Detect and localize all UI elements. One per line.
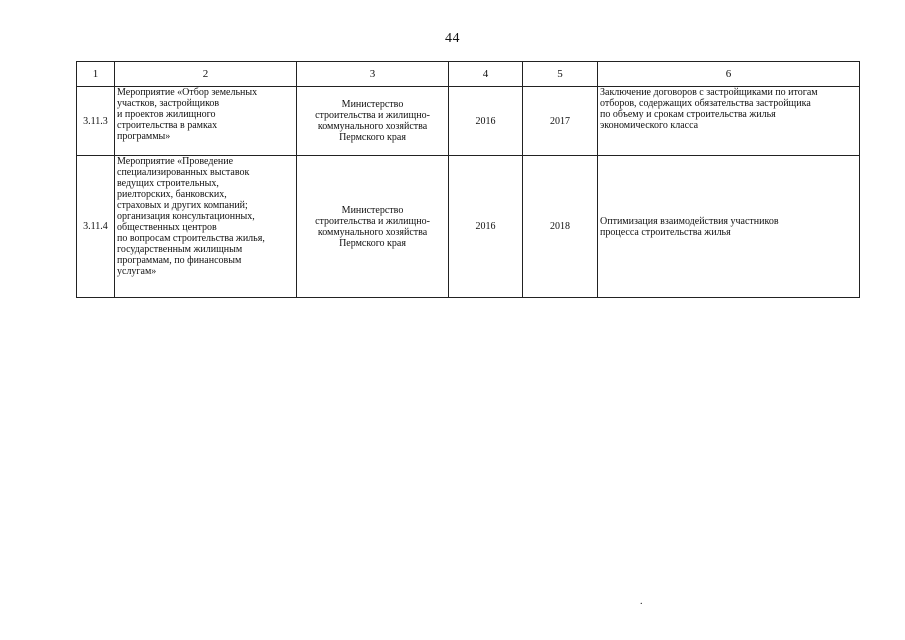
executor [297,156,449,298]
header-col-6: 6 [598,62,860,87]
header-col-3: 3 [297,62,449,87]
start-year: 2016 [449,87,523,156]
program-table [76,61,860,298]
executor-line: Министерство [341,99,404,110]
executor-line: строительства и жилищно- [315,110,430,121]
end-year: 2018 [523,156,598,298]
footer-mark: . [640,596,643,607]
expected-result [598,156,860,298]
event-line: услугам» [117,266,157,277]
event-description [115,156,297,298]
row-id: 3.11.3 [77,87,115,156]
result-line: процесса строительства жилья [600,226,731,238]
table-row [77,87,860,156]
event-line: ведущих строительных, [117,178,219,189]
event-line: участков, застройщиков [117,98,220,109]
start-year: 2016 [449,156,523,298]
row-id: 3.11.4 [77,156,115,298]
event-line: риелторских, банковских, [117,189,227,200]
expected-result [598,87,860,156]
event-line: государственным жилищным [117,244,243,255]
header-col-1: 1 [77,62,115,87]
event-line: строительства в рамках [117,120,218,131]
executor-line: коммунального хозяйства [317,226,428,238]
executor-line: Пермского края [339,132,406,143]
executor-line: Министерство [341,204,404,216]
event-line: и проектов жилищного [117,109,216,120]
page-number: 44 [445,31,460,46]
result-line: экономического класса [600,120,699,131]
event-line: программы» [117,131,171,142]
header-col-5: 5 [523,62,598,87]
event-line: программам, по финансовым [117,255,242,266]
executor [297,87,449,156]
result-line: по объему и срокам строительства жилья [600,109,776,120]
result-line: отборов, содержащих обязательства застройщика [600,98,811,109]
event-line: общественных центров [117,222,217,233]
event-line: по вопросам строительства жилья, [117,233,265,244]
event-line: организация консультационных, [117,211,255,222]
event-line: Мероприятие «Проведение [117,156,234,167]
result-line: Оптимизация взаимодействия участников [600,215,779,227]
executor-line: Пермского края [339,237,406,249]
event-line: страховых и других компаний; [117,200,248,211]
event-line: Мероприятие «Отбор земельных [117,87,258,98]
table-row [77,156,860,298]
event-line: специализированных выставок [117,167,250,178]
header-col-2: 2 [115,62,297,87]
executor-line: коммунального хозяйства [317,121,428,132]
end-year: 2017 [523,87,598,156]
header-col-4: 4 [449,62,523,87]
result-line: Заключение договоров с застройщиками по итогам [600,87,818,98]
executor-line: строительства и жилищно- [315,215,430,227]
header-row [77,62,860,87]
event-description [115,87,297,156]
